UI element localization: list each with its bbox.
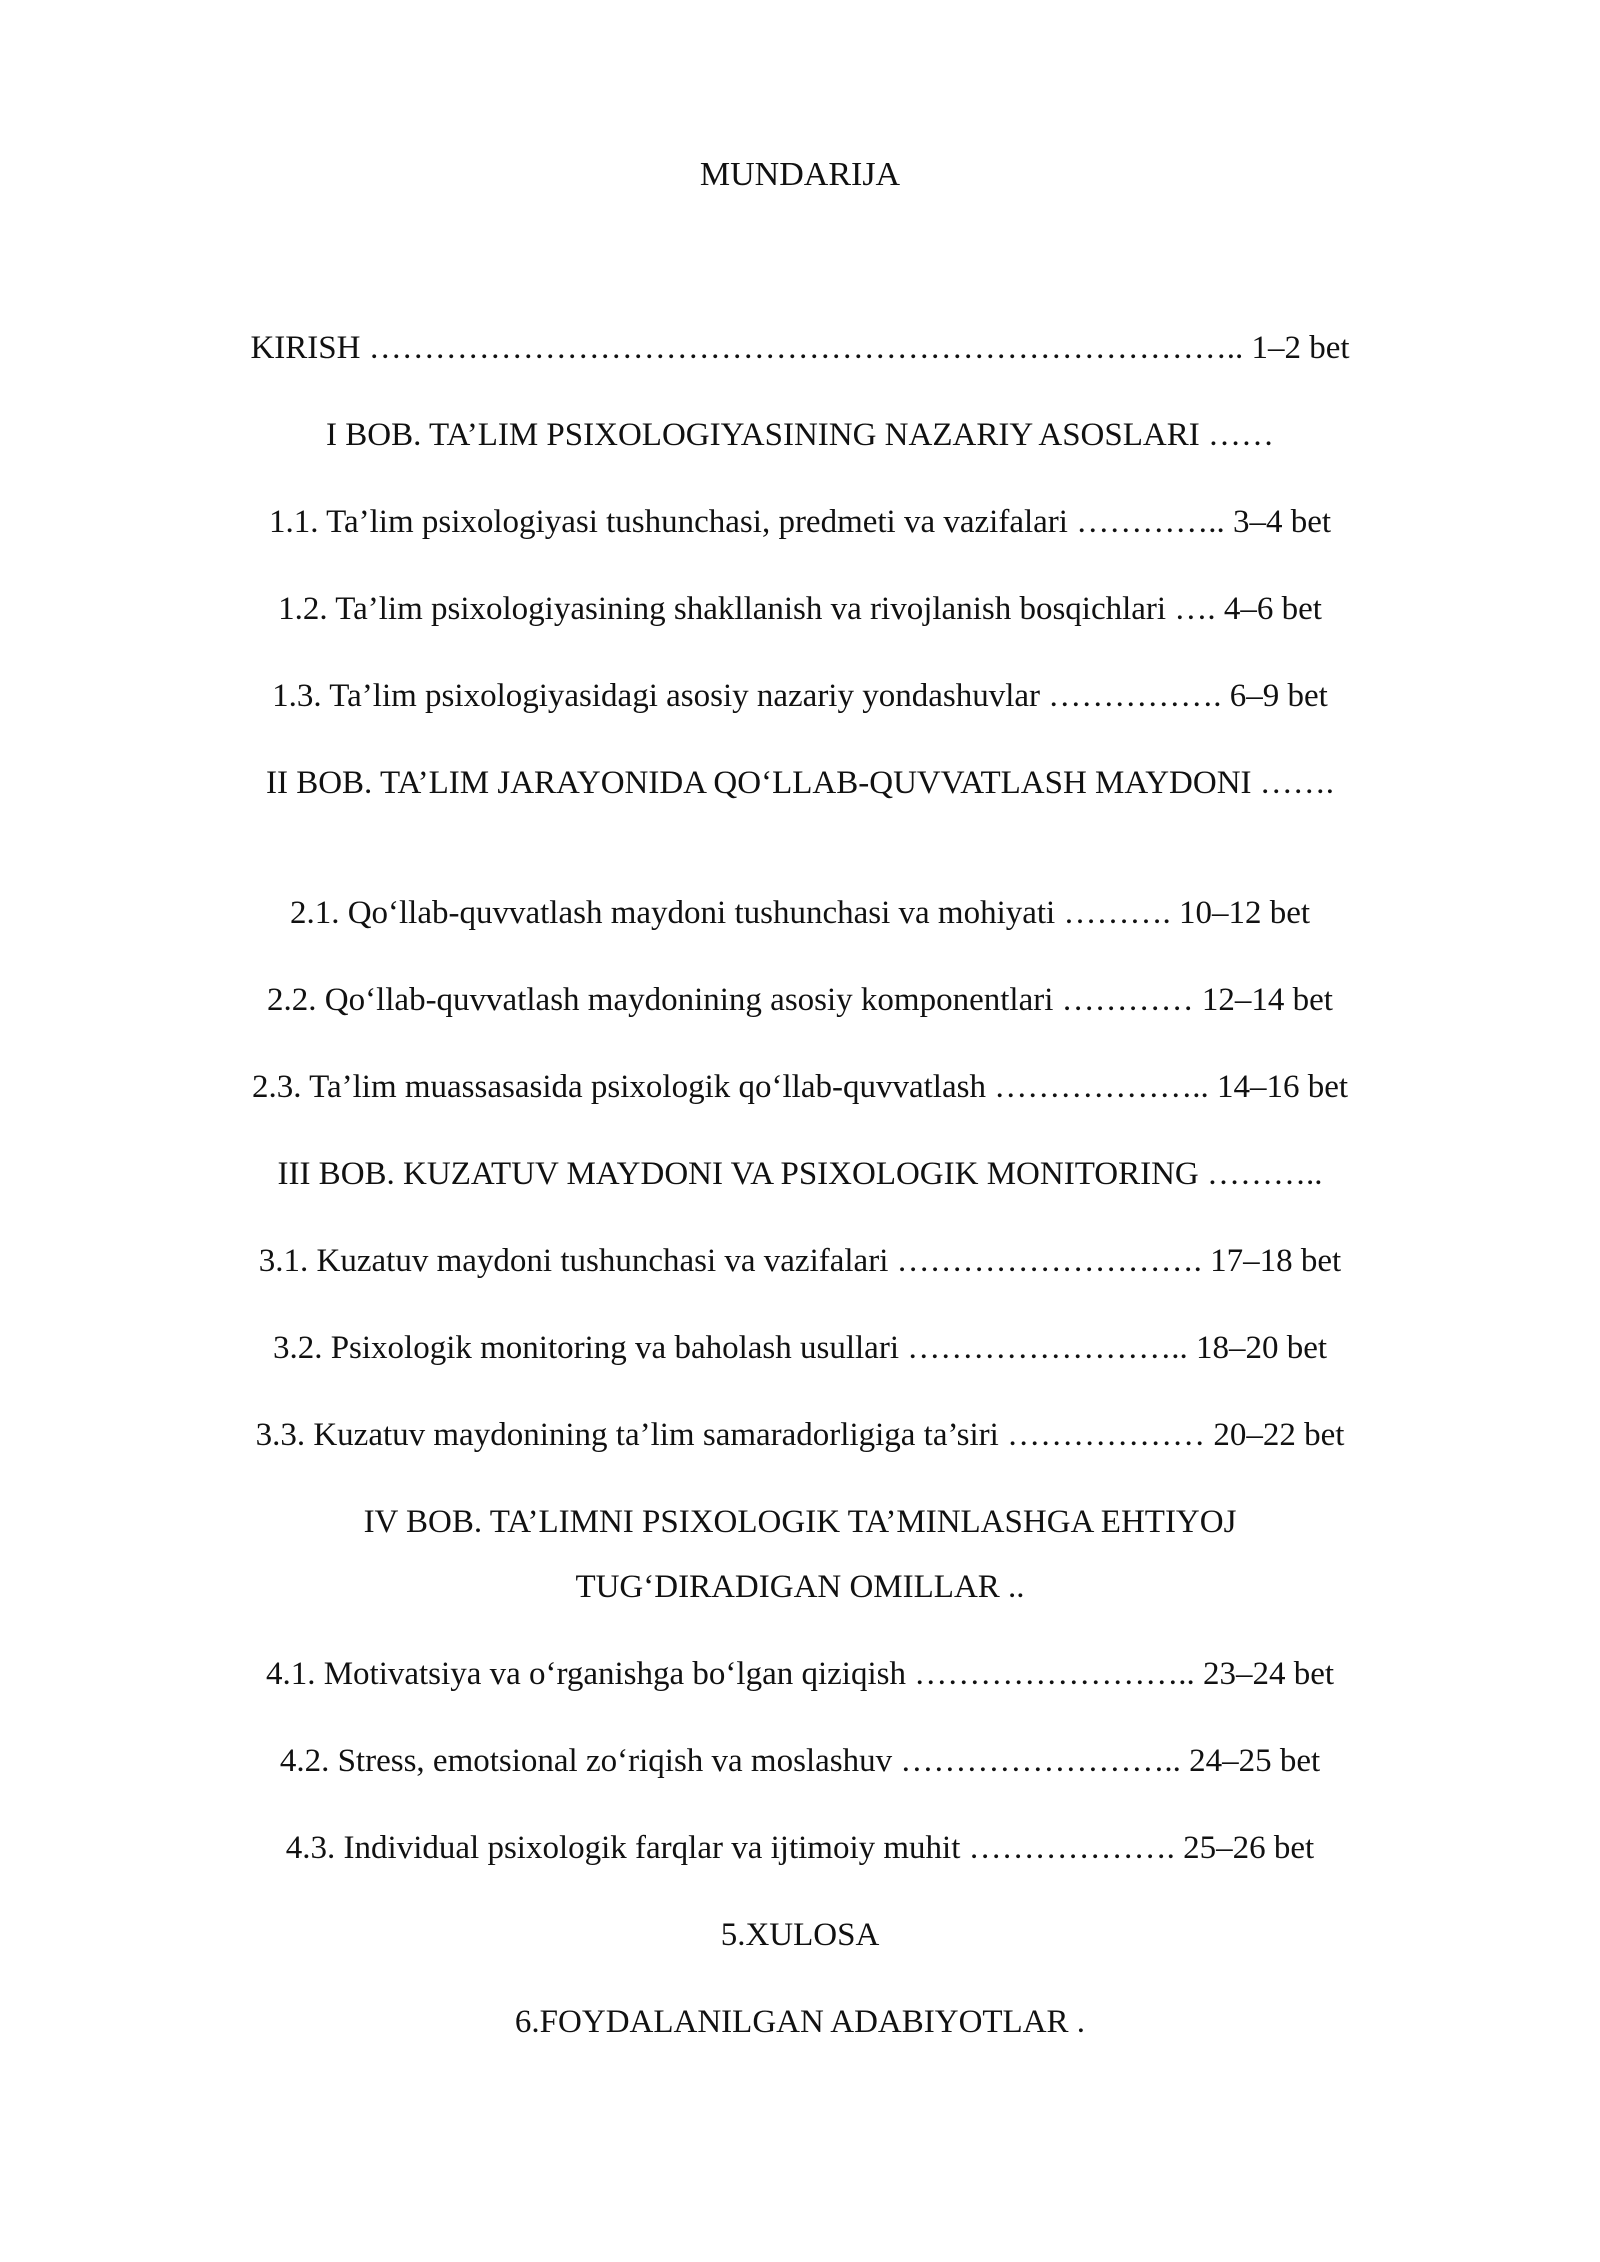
toc-entry-xulosa: 5.XULOSA [720,1917,880,1953]
toc-entry-4-3: 4.3. Individual psixologik farqlar va ijtimoiy muhit ………………. 25–26 bet [285,1830,1315,1866]
toc-entry-1-2: 1.2. Ta’lim psixologiyasining shakllanish va rivojlanish bosqichlari …. 4–6 bet [278,591,1322,627]
toc-entry-2-3: 2.3. Ta’lim muassasasida psixologik qo‘llab-quvvatlash ……………….. 14–16 bet [251,1069,1349,1105]
toc-entry-3-3: 3.3. Kuzatuv maydonining ta’lim samaradorligiga ta’siri ……………… 20–22 bet [255,1417,1345,1453]
toc-chapter-2: II BOB. TA’LIM JARAYONIDA QO‘LLAB-QUVVATLASH MAYDONI ……. [265,765,1335,801]
toc-entry-1-3: 1.3. Ta’lim psixologiyasidagi asosiy nazariy yondashuvlar ……………. 6–9 bet [272,678,1328,714]
toc-entry-1-1: 1.1. Ta’lim psixologiyasi tushunchasi, predmeti va vazifalari ………….. 3–4 bet [268,504,1332,540]
toc-entry-3-2: 3.2. Psixologik monitoring va baholash usullari …………………….. 18–20 bet [272,1330,1328,1366]
toc-entry-4-2: 4.2. Stress, emotsional zo‘riqish va moslashuv …………………….. 24–25 bet [279,1743,1321,1779]
page-title: MUNDARIJA [699,156,901,193]
toc-entry-2-1: 2.1. Qo‘llab-quvvatlash maydoni tushunchasi va mohiyati ………. 10–12 bet [289,895,1311,931]
toc-entry-3-1: 3.1. Kuzatuv maydoni tushunchasi va vazifalari ………………………. 17–18 bet [258,1243,1342,1279]
toc-entry-adabiyotlar: 6.FOYDALANILGAN ADABIYOTLAR . [514,2004,1086,2040]
toc-chapter-3: III BOB. KUZATUV MAYDONI VA PSIXOLOGIK MONITORING ……….. [277,1156,1323,1192]
toc-chapter-4-line-1: IV BOB. TA’LIMNI PSIXOLOGIK TA’MINLASHGA EHTIYOJ [363,1504,1237,1540]
toc-chapter-4-line-2: TUG‘DIRADIGAN OMILLAR .. [575,1569,1025,1605]
toc-entry-4-1: 4.1. Motivatsiya va o‘rganishga bo‘lgan qiziqish …………………….. 23–24 bet [265,1656,1335,1692]
toc-chapter-1: I BOB. TA’LIM PSIXOLOGIYASINING NAZARIY ASOSLARI …… [326,417,1274,453]
toc-entry-2-2: 2.2. Qo‘llab-quvvatlash maydonining asosiy komponentlari ………… 12–14 bet [267,982,1333,1018]
toc-entry-kirish: KIRISH …………………………………………………………………….. 1–2 bet [250,330,1350,366]
